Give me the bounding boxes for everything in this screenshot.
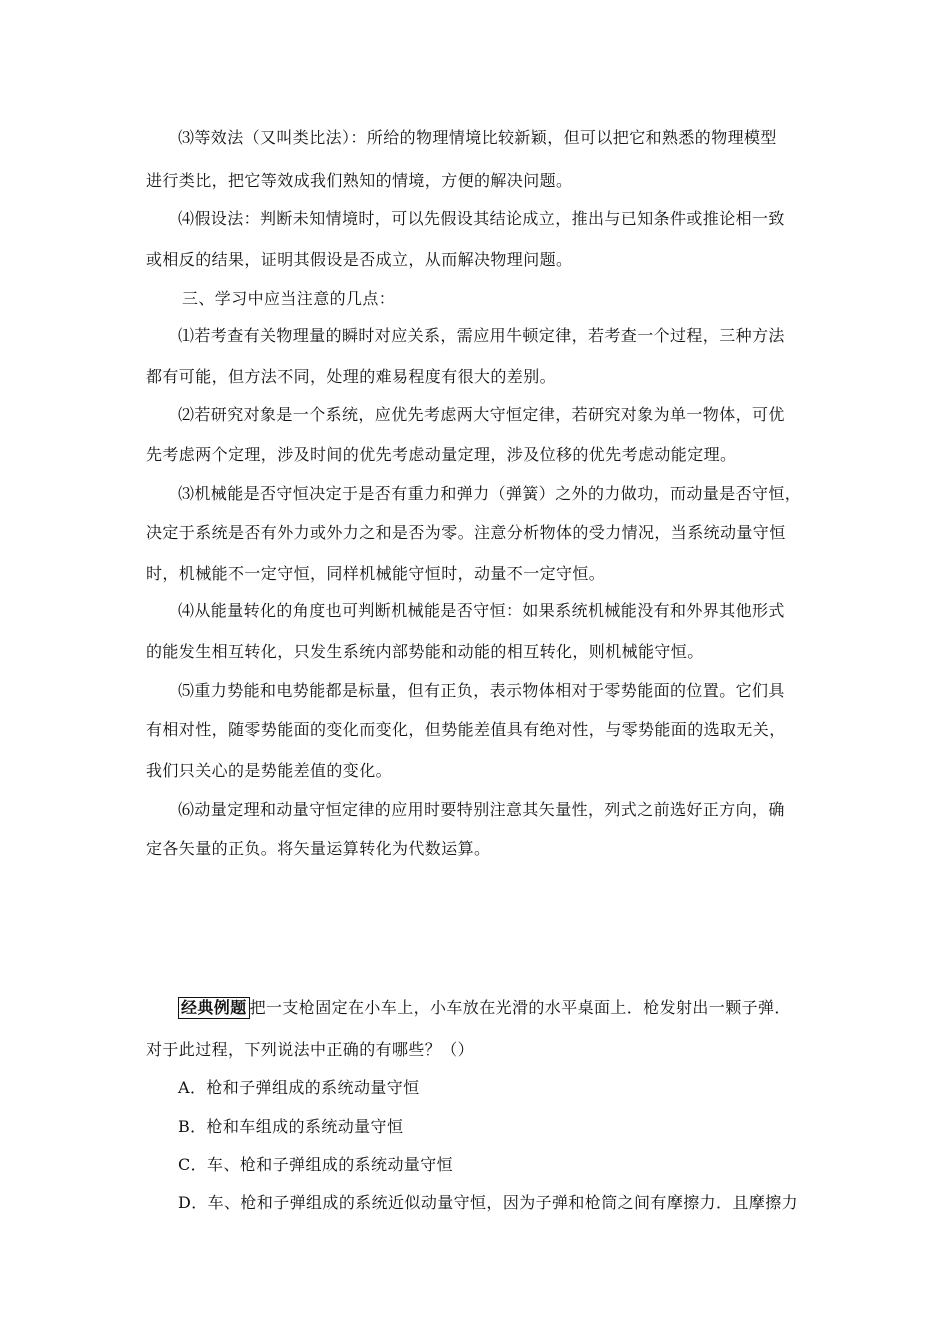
note-3-line-3: 时，机械能不一定守恒，同样机械能守恒时，动量不一定守恒。: [146, 564, 606, 583]
method-4-line-2: 或相反的结果，证明其假设是否成立，从而解决物理问题。: [146, 250, 573, 269]
method-4-line-1: ⑷假设法：判断未知情境时，可以先假设其结论成立，推出与已知条件或推论相一致: [178, 209, 785, 228]
note-4-line-1: ⑷从能量转化的角度也可判断机械能是否守恒：如果系统机械能没有和外界其他形式: [178, 601, 785, 620]
example-option-c: C．车、枪和子弹组成的系统动量守恒: [178, 1155, 454, 1174]
example-stem-line-1: [178, 997, 791, 1019]
note-5-line-2: 有相对性，随零势能面的变化而变化，但势能差值具有绝对性，与零势能面的选取无关，: [146, 720, 786, 739]
note-6-line-2: 定各矢量的正负。将矢量运算转化为代数运算。: [146, 839, 491, 858]
note-1-line-2: 都有可能，但方法不同，处理的难易程度有很大的差别。: [146, 367, 557, 386]
example-option-b: B．枪和车组成的系统动量守恒: [178, 1117, 404, 1136]
example-stem-text: 把一支枪固定在小车上，小车放在光滑的水平桌面上．枪发射出一颗子弹．: [249, 998, 791, 1017]
note-5-line-3: 我们只关心的是势能差值的变化。: [146, 761, 393, 780]
note-2-line-2: 先考虑两个定理，涉及时间的优先考虑动量定理，涉及位移的优先考虑动能定理。: [146, 445, 737, 464]
note-4-line-2: 的能发生相互转化，只发生系统内部势能和动能的相互转化，则机械能守恒。: [146, 642, 704, 661]
example-tag: 经典例题: [178, 997, 250, 1019]
note-1-line-1: ⑴若考查有关物理量的瞬时对应关系，需应用牛顿定律，若考查一个过程，三种方法: [178, 326, 785, 345]
note-3-line-1: ⑶机械能是否守恒决定于是否有重力和弹力（弹簧）之外的力做功，而动量是否守恒，: [178, 484, 802, 503]
example-option-d: D．车、枪和子弹组成的系统近似动量守恒，因为子弹和枪筒之间有摩擦力．且摩擦力: [178, 1193, 799, 1212]
note-2-line-1: ⑵若研究对象是一个系统，应优先考虑两大守恒定律，若研究对象为单一物体，可优: [178, 405, 785, 424]
note-5-line-1: ⑸重力势能和电势能都是标量，但有正负，表示物体相对于零势能面的位置。它们具: [178, 681, 785, 700]
example-stem-line-2: 对于此过程，下列说法中正确的有哪些？（）: [146, 1040, 475, 1059]
example-option-a: A．枪和子弹组成的系统动量守恒: [178, 1078, 420, 1097]
method-3-line-2: 进行类比，把它等效成我们熟知的情境，方便的解决问题。: [146, 171, 573, 190]
note-6-line-1: ⑹动量定理和动量守恒定律的应用时要特别注意其矢量性，列式之前选好正方向，确: [178, 800, 785, 819]
method-3-line-1: ⑶等效法（又叫类比法）：所给的物理情境比较新颖，但可以把它和熟悉的物理模型: [178, 128, 777, 147]
notes-heading: 三、学习中应当注意的几点：: [182, 289, 396, 308]
note-3-line-2: 决定于系统是否有外力或外力之和是否为零。注意分析物体的受力情况，当系统动量守恒: [146, 523, 786, 542]
